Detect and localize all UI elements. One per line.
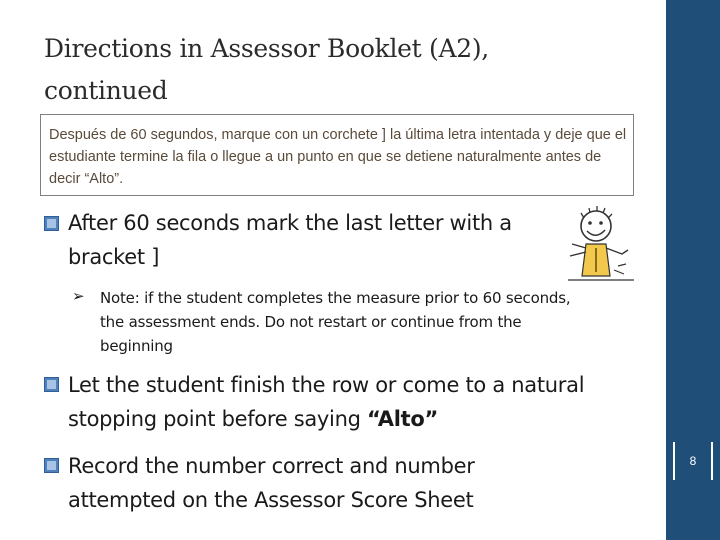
bullet-item-1 xyxy=(68,206,512,274)
title-line-2: continued xyxy=(44,76,168,105)
alto-emphasis: “Alto” xyxy=(367,407,439,431)
bullet-3-line-2: attempted on the Assessor Score Sheet xyxy=(68,488,474,512)
bullet-2-line-2 xyxy=(68,402,584,436)
checkbox-bullet-icon xyxy=(44,458,59,473)
title-line-1: Directions in Assessor Booklet (A2), xyxy=(44,34,489,63)
bullet-3-line-1: Record the number correct and number xyxy=(68,454,475,478)
bullet-2-line-1: Let the student finish the row or come to a natural xyxy=(68,373,585,397)
bullet-1-line-1: After 60 seconds mark the last letter with a xyxy=(68,211,512,235)
bullet-1-line-2: bracket ] xyxy=(68,245,160,269)
spanish-instruction-box xyxy=(40,114,634,196)
checkbox-bullet-icon xyxy=(44,377,59,392)
arrow-bullet-icon: ➢ xyxy=(72,287,85,305)
spanish-instruction-text: Después de 60 segundos, marque con un corchete ] la última letra intentada y deje que el estudiante termine la fila o llegue a un punto en que se detiene naturalmente antes de decir “Alto”. xyxy=(49,127,627,187)
checkbox-bullet-icon xyxy=(44,216,59,231)
note-line-1: Note: if the student completes the measure prior to 60 seconds, xyxy=(100,289,571,307)
note-line-3: beginning xyxy=(100,337,173,355)
bullet-2-line-2-text: stopping point before saying xyxy=(68,407,368,431)
note-line-2: the assessment ends. Do not restart or continue from the xyxy=(100,313,522,331)
bullet-item-2 xyxy=(68,368,584,436)
bullet-item-3 xyxy=(68,449,475,517)
page-number: 8 xyxy=(673,442,713,480)
slide-title xyxy=(44,28,644,112)
stick-figure-icon xyxy=(566,204,638,286)
note-text xyxy=(100,286,640,358)
